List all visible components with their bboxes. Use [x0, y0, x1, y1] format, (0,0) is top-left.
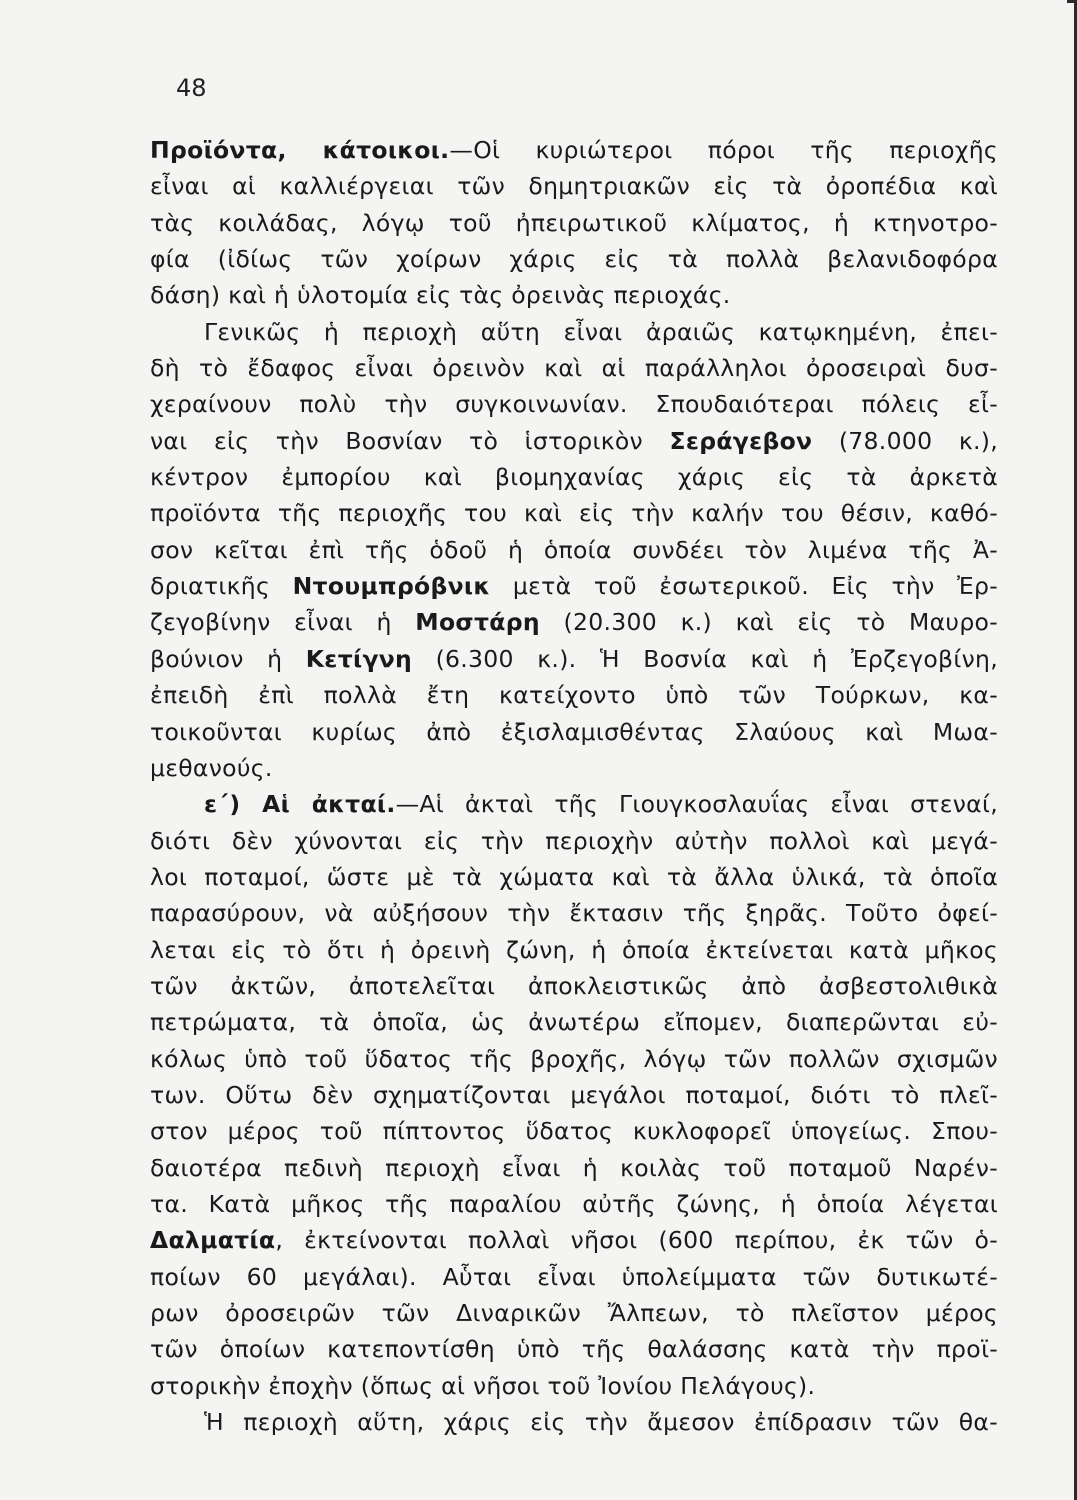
text-line: Ἡ περιοχὴ αὕτη, χάρις εἰς τὴν ἄμεσον ἐπίδρασιν τῶν θα-	[204, 1408, 998, 1437]
text-line: κόλως ὑπὸ τοῦ ὕδατος τῆς βροχῆς, λόγῳ τῶν πολλῶν σχισμῶν	[150, 1044, 998, 1073]
place-name: Σεράγεβον	[669, 426, 813, 455]
text-line: δάση) καὶ ἡ ὑλοτομία εἰς τὰς ὀρεινὰς περιοχάς.	[150, 281, 731, 310]
text-line: φία (ἰδίως τῶν χοίρων χάρις εἰς τὰ πολλὰ βελανιδοφόρα	[150, 245, 998, 274]
text-line: Δαλματία, ἐκτείνονται πολλαὶ νῆσοι (600 περίπου, ἐκ τῶν ὁ-	[150, 1226, 998, 1255]
text-line: στον μέρος τοῦ πίπτοντος ὕδατος κυκλοφορεῖ ὑπογείως. Σπου-	[150, 1117, 998, 1146]
text-line: ἐπειδὴ ἐπὶ πολλὰ ἔτη κατείχοντο ὑπὸ τῶν Τούρκων, κα-	[150, 681, 998, 710]
text-line: δὴ τὸ ἔδαφος εἶναι ὀρεινὸν καὶ αἱ παράλληλοι ὀροσειραὶ δυσ-	[150, 354, 998, 383]
text-line: τὰς κοιλάδας, λόγῳ τοῦ ἠπειρωτικοῦ κλίματος, ἡ κτηνοτρο-	[150, 208, 998, 237]
text-line: τα. Κατὰ μῆκος τῆς παραλίου αὐτῆς ζώνης, ἡ ὁποία λέγεται	[150, 1189, 998, 1218]
place-name: Κετίγνη	[305, 644, 413, 673]
text-line: χεραίνουν πολὺ τὴν συγκοινωνίαν. Σπουδαιότεραι πόλεις εἶ-	[150, 390, 998, 419]
place-name: Δαλματία	[150, 1226, 276, 1255]
place-name: Μοστάρη	[415, 608, 540, 637]
text-line: κέντρον ἐμπορίου καὶ βιομηχανίας χάρις εἰς τὰ ἀρκετὰ	[150, 463, 998, 492]
text-line: βούνιον ἡ Κετίγνη (6.300 κ.). Ἡ Βοσνία καὶ ἡ Ἐρζεγοβίνη,	[150, 644, 998, 673]
text-line: ε´) Αἱ ἀκταί.—Αἱ ἀκταὶ τῆς Γιουγκοσλαυΐας εἶναι στεναί,	[204, 790, 998, 819]
text-line: δριατικῆς Ντουμπρόβνικ μετὰ τοῦ ἐσωτερικοῦ. Εἰς τὴν Ἐρ-	[150, 572, 999, 601]
text-line: στορικὴν ἐποχὴν (ὅπως αἱ νῆσοι τοῦ Ἰονίου Πελάγους).	[150, 1371, 816, 1400]
page-corner-mark	[1067, 0, 1077, 3]
text-line: σον κεῖται ἐπὶ τῆς ὁδοῦ ἡ ὁποία συνδέει τὸν λιμένα τῆς Ἀ-	[150, 535, 998, 564]
text-line: Γενικῶς ἡ περιοχὴ αὕτη εἶναι ἀραιῶς κατῳκημένη, ἐπει-	[204, 317, 998, 346]
text-line: των. Οὕτω δὲν σχηματίζονται μεγάλοι ποταμοί, διότι τὸ πλεῖ-	[150, 1080, 998, 1109]
text-line: ναι εἰς τὴν Βοσνίαν τὸ ἱστορικὸν Σεράγεβον (78.000 κ.),	[150, 426, 998, 455]
text-line: τοικοῦνται κυρίως ἀπὸ ἐξισλαμισθέντας Σλαύους καὶ Μωα-	[150, 717, 998, 746]
text-line: λεται εἰς τὸ ὅτι ἡ ὀρεινὴ ζώνη, ἡ ὁποία ἐκτείνεται κατὰ μῆκος	[150, 935, 998, 964]
page-number: 48	[176, 74, 207, 102]
text-line: λοι ποταμοί, ὥστε μὲ τὰ χώματα καὶ τὰ ἄλλα ὑλικά, τὰ ὁποῖα	[150, 862, 998, 891]
text-line: δαιοτέρα πεδινὴ περιοχὴ εἶναι ἡ κοιλὰς τοῦ ποταμοῦ Ναρέν-	[150, 1153, 998, 1182]
section-heading: Προϊόντα, κάτοικοι.	[150, 136, 450, 164]
text-line: διότι δὲν χύνονται εἰς τὴν περιοχὴν αὐτὴν πολλοὶ καὶ μεγά-	[150, 826, 998, 855]
place-name: Ντουμπρόβνικ	[292, 572, 491, 601]
text-line: τῶν ἀκτῶν, ἀποτελεῖται ἀποκλειστικῶς ἀπὸ ἀσβεστολιθικὰ	[150, 971, 998, 1000]
body-text	[150, 132, 998, 1440]
text-line: μεθανούς.	[150, 753, 273, 782]
text-line: τῶν ὁποίων κατεποντίσθη ὑπὸ τῆς θαλάσσης κατὰ τὴν προϊ-	[150, 1335, 998, 1364]
text-line: Προϊόντα, κάτοικοι.—Οἱ κυριώτεροι πόροι τῆς περιοχῆς	[150, 136, 998, 164]
text-line: εἶναι αἱ καλλιέργειαι τῶν δημητριακῶν εἰς τὰ ὀροπέδια καὶ	[150, 172, 998, 201]
text-line: προϊόντα τῆς περιοχῆς του καὶ εἰς τὴν καλήν του θέσιν, καθό-	[150, 499, 998, 528]
text-line: ποίων 60 μεγάλαι). Αὗται εἶναι ὑπολείμματα τῶν δυτικωτέ-	[150, 1262, 998, 1291]
text-line: παρασύρουν, νὰ αὐξήσουν τὴν ἔκτασιν τῆς ξηρᾶς. Τοῦτο ὀφεί-	[150, 899, 998, 928]
text-line: ζεγοβίνην εἶναι ἡ Μοστάρη (20.300 κ.) καὶ εἰς τὸ Μαυρο-	[150, 608, 998, 637]
text-line: ρων ὀροσειρῶν τῶν Διναρικῶν Ἄλπεων, τὸ πλεῖστον μέρος	[150, 1299, 998, 1327]
text-line: πετρώματα, τὰ ὁποῖα, ὡς ἀνωτέρω εἴπομεν, διαπερῶνται εὐ-	[150, 1008, 998, 1037]
section-heading: ε´) Αἱ ἀκταί.	[204, 790, 396, 819]
